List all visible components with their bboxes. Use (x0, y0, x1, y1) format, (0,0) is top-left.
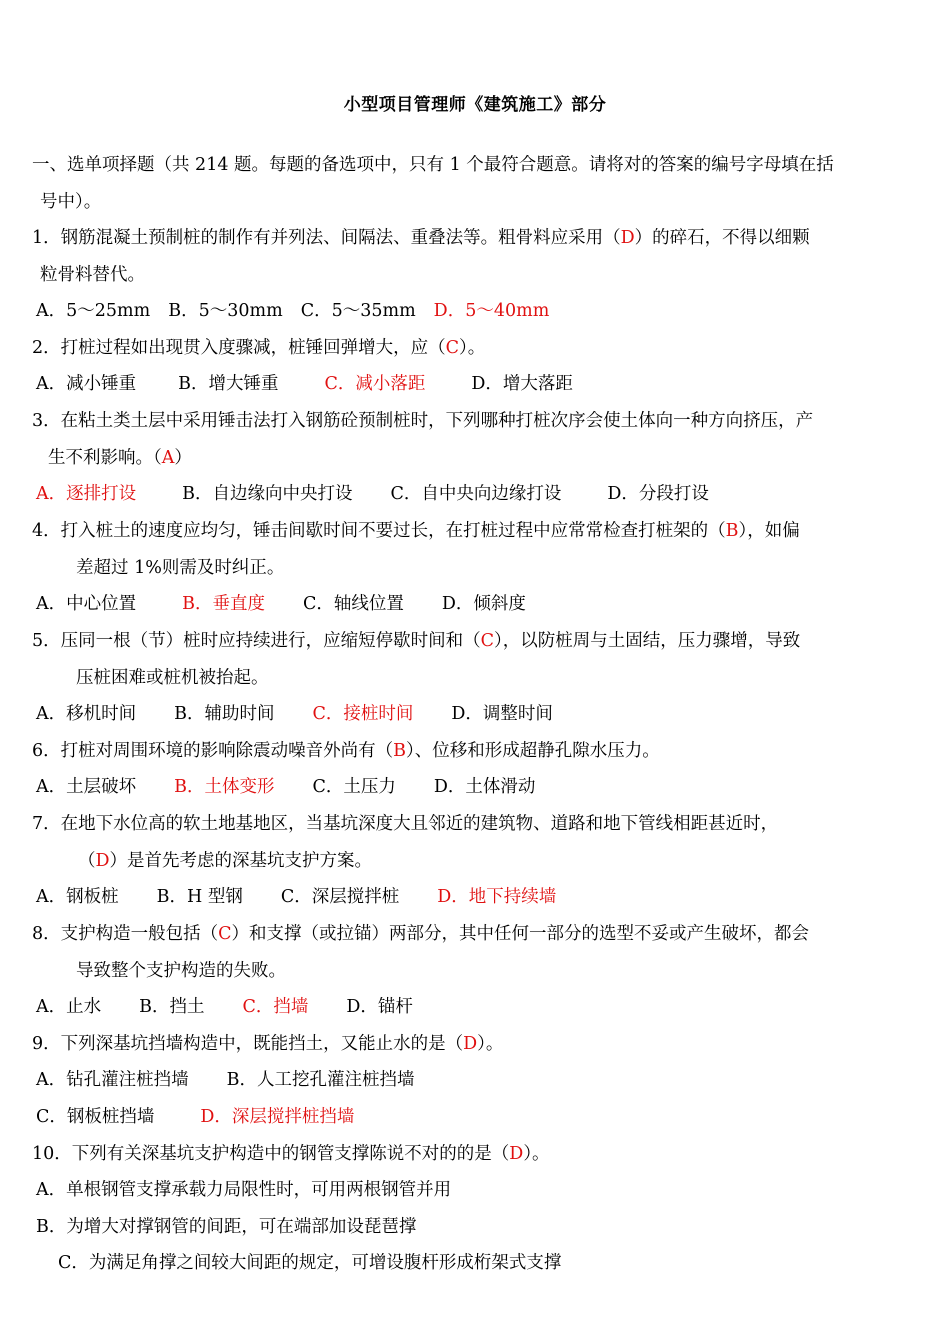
option-b: B．5～30mm (168, 301, 283, 321)
question-text: ） (174, 448, 192, 468)
question-5 (32, 628, 800, 654)
option-d: D．分段打设 (607, 484, 709, 504)
question-text: 4．打入桩土的速度应均匀，锤击间歇时间不要过长，在打桩过程中应常常检查打桩架的（ (32, 521, 726, 541)
option-b: B．挡土 (139, 997, 205, 1017)
option-c: C．轴线位置 (303, 594, 404, 614)
option-b: B．增大锤重 (178, 374, 279, 394)
section-heading-cont: 号中）。 (40, 192, 102, 212)
option-a: A．止水 (36, 997, 102, 1017)
question-6 (32, 738, 660, 764)
question-text: ），以防桩周与土固结，压力骤增，导致 (494, 631, 801, 651)
question-4-cont: 差超过 1%则需及时纠正。 (76, 558, 285, 578)
option-b-correct: B．垂直度 (182, 594, 266, 614)
question-text: ）。 (523, 1144, 550, 1164)
options-row (36, 591, 526, 617)
option-a-correct: A．逐排打设 (36, 484, 137, 504)
question-text: 2．打桩过程如出现贯入度骤减，桩锤回弹增大，应（ (32, 338, 446, 358)
option-a: A．土层破坏 (36, 777, 137, 797)
options-row (36, 481, 709, 507)
option-c-correct: C．挡墙 (242, 997, 309, 1017)
option-d-correct: D．深层搅拌桩挡墙 (200, 1107, 355, 1127)
question-text: ）是首先考虑的深基坑支护方案。 (109, 851, 373, 871)
option-b-correct: B．土体变形 (174, 777, 275, 797)
answer-letter: C (445, 338, 460, 358)
question-text: ）。 (477, 1034, 504, 1054)
question-text: ），如偏 (738, 521, 800, 541)
question-text: 9．下列深基坑挡墙构造中，既能挡土，又能止水的是（ (32, 1034, 464, 1054)
option-a: A．减小锤重 (36, 374, 137, 394)
question-1-cont: 粒骨料替代。 (40, 265, 145, 285)
question-5-cont: 压桩困难或桩机被抬起。 (76, 668, 269, 688)
option-d: D．调整时间 (451, 704, 553, 724)
question-7-cont (78, 848, 372, 874)
option-d-correct: D．地下持续墙 (437, 887, 557, 907)
option-b: B．辅助时间 (174, 704, 275, 724)
question-2 (32, 335, 485, 361)
question-10 (32, 1141, 550, 1167)
question-3-cont (48, 445, 192, 471)
question-text: 8．支护构造一般包括（ (32, 924, 219, 944)
option-a: A．钻孔灌注桩挡墙 (36, 1070, 189, 1090)
question-1 (32, 225, 810, 251)
option-c-correct: C．减小落距 (324, 374, 426, 394)
option-d: D．倾斜度 (441, 594, 526, 614)
option-a: A．钢板桩 (36, 887, 119, 907)
question-text: 5．压同一根（节）桩时应持续进行，应缩短停歇时间和（ (32, 631, 481, 651)
question-text: ）、位移和形成超静孔隙水压力。 (406, 741, 660, 761)
option-d: D．土体滑动 (433, 777, 536, 797)
option-c: C．为满足角撑之间较大间距的规定，可增设腹杆形成桁架式支撑 (58, 1253, 562, 1273)
options-row (36, 1067, 415, 1093)
option-a: A．中心位置 (36, 594, 137, 614)
answer-letter: D (620, 228, 635, 248)
options-row (36, 884, 556, 910)
option-d-correct: D．5～40mm (433, 301, 550, 321)
question-text: ）。 (459, 338, 486, 358)
option-b: B．人工挖孔灌注桩挡墙 (226, 1070, 415, 1090)
answer-letter: D (95, 851, 110, 871)
option-a: A．5～25mm (36, 301, 151, 321)
option-b: B．H 型钢 (156, 887, 243, 907)
answer-letter: C (218, 924, 232, 944)
option-c: C．深层搅拌桩 (280, 887, 400, 907)
answer-letter: D (509, 1144, 524, 1164)
question-text: 生不利影响。（ (48, 448, 162, 468)
question-text: ）和支撑（或拉锚）两部分，其中任何一部分的选型不妥或产生破坏，都会 (231, 924, 810, 944)
section-heading: 一、选单项择题（共 214 题。每题的备选项中，只有 1 个最符合题意。请将对的答案的编号字母填在括 (32, 155, 834, 175)
option-c: C．5～35mm (300, 301, 416, 321)
option-c: C．土压力 (312, 777, 396, 797)
options-row (36, 1104, 354, 1130)
option-d: D．锚杆 (346, 997, 413, 1017)
answer-letter: A (161, 448, 175, 468)
option-c: C．自中央向边缘打设 (390, 484, 562, 504)
options-row (36, 774, 535, 800)
question-8 (32, 921, 809, 947)
options-row (36, 994, 413, 1020)
options-row (36, 298, 549, 324)
question-8-cont: 导致整个支护构造的失败。 (76, 961, 286, 981)
question-4 (32, 518, 800, 544)
options-row (36, 371, 573, 397)
option-b: B．为增大对撑钢管的间距，可在端部加设琵琶撑 (36, 1217, 417, 1237)
question-text: 6．打桩对周围环境的影响除震动噪音外尚有（ (32, 741, 394, 761)
option-b: B．自边缘向中央打设 (182, 484, 353, 504)
answer-letter: D (463, 1034, 478, 1054)
answer-letter: B (393, 741, 407, 761)
option-d: D．增大落距 (471, 374, 573, 394)
answer-letter: B (725, 521, 739, 541)
option-a: A．单根钢管支撑承载力局限性时，可用两根钢管并用 (36, 1180, 452, 1200)
question-3: 3．在粘土类土层中采用锤击法打入钢筋砼预制桩时，下列哪种打桩次序会使土体向一种方向挤压，产 (32, 411, 814, 431)
option-c: C．钢板桩挡墙 (36, 1107, 155, 1127)
question-text: （ (78, 851, 96, 871)
question-text: 1．钢筋混凝土预制桩的制作有并列法、间隔法、重叠法等。粗骨料应采用（ (32, 228, 621, 248)
question-text: ）的碎石，不得以细颗 (634, 228, 810, 248)
option-c-correct: C．接桩时间 (312, 704, 414, 724)
question-9 (32, 1031, 503, 1057)
question-text: 10．下列有关深基坑支护构造中的钢管支撑陈说不对的的是（ (32, 1144, 510, 1164)
options-row (36, 701, 553, 727)
option-a: A．移机时间 (36, 704, 137, 724)
question-7: 7．在地下水位高的软土地基地区，当基坑深度大且邻近的建筑物、道路和地下管线相距甚近时， (32, 814, 779, 834)
answer-letter: C (480, 631, 495, 651)
page-title: 小型项目管理师《建筑施工》部分 (343, 95, 607, 115)
